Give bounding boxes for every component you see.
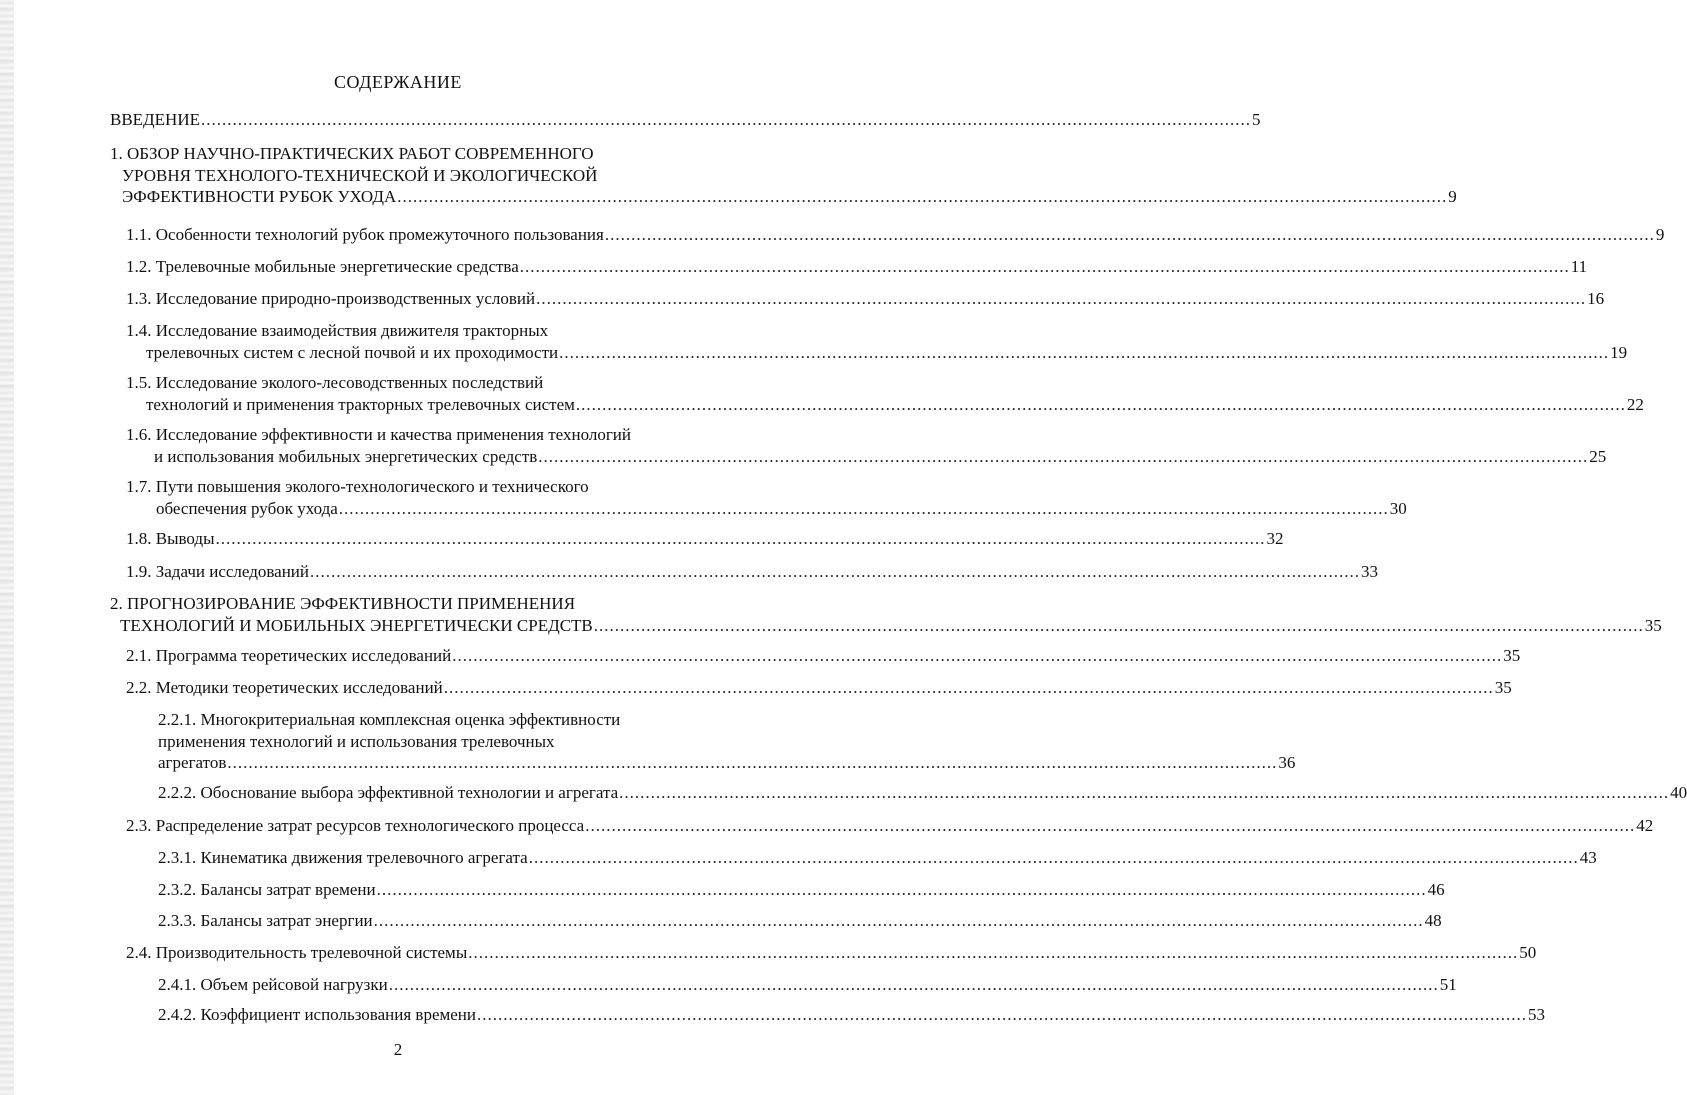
- toc-entry-page: 53: [1528, 1005, 1545, 1024]
- dot-leader: ........................................................................................................................................................................................................: [227, 753, 1278, 772]
- dot-leader: ........................................................................................................................................................................................................: [376, 880, 1427, 899]
- dot-leader: ........................................................................................................................................................................................................: [559, 342, 1610, 362]
- toc-entry-title: 2.4. Производительность трелевочной системы: [126, 943, 468, 962]
- toc-entry-title: ЭФФЕКТИВНОСТИ РУБОК УХОДА: [122, 187, 397, 206]
- toc-entry-page: 35: [1503, 646, 1521, 665]
- toc-entry-title: ВВЕДЕНИЕ: [110, 110, 200, 129]
- toc-entry-page: 50: [1519, 943, 1537, 962]
- toc-entry-title: обеспечения рубок ухода: [156, 498, 338, 518]
- dot-leader: ........................................................................................................................................................................................................: [310, 562, 1361, 581]
- toc-entry-title: и использования мобильных энергетических средств: [154, 446, 538, 466]
- toc-entry-page: 33: [1361, 562, 1379, 581]
- page-title: СОДЕРЖАНИЕ: [334, 72, 462, 92]
- toc-entry-page: 9: [1655, 225, 1665, 244]
- toc-entry-page: 51: [1439, 975, 1457, 994]
- toc-entry[interactable]: [126, 528, 1284, 550]
- toc-entry-title: 1.4. Исследование взаимодействия движителя тракторных: [126, 321, 549, 340]
- page-number: 2: [393, 1040, 403, 1059]
- toc-entry-title: УРОВНЯ ТЕХНОЛОГО-ТЕХНИЧЕСКОЙ И ЭКОЛОГИЧЕСКОЙ: [122, 165, 598, 185]
- dot-leader: ........................................................................................................................................................................................................: [388, 975, 1439, 994]
- dot-leader: ........................................................................................................................................................................................................: [373, 911, 1424, 930]
- toc-entry-title: 2.2. Методики теоретических исследований: [126, 678, 443, 697]
- dot-leader: ........................................................................................................................................................................................................: [593, 615, 1644, 635]
- dot-leader: ........................................................................................................................................................................................................: [536, 289, 1587, 308]
- toc-entry[interactable]: [126, 424, 1607, 467]
- toc-entry-title: технологий и применения тракторных трелевочных систем: [146, 394, 575, 414]
- toc-entry-page: 40: [1670, 783, 1687, 802]
- toc-entry[interactable]: [110, 109, 1261, 131]
- toc-entry-title: 1.8. Выводы: [126, 529, 215, 548]
- toc-entry-page: 35: [1644, 615, 1662, 635]
- toc-entry[interactable]: [126, 256, 1588, 278]
- toc-entry-title: 1.7. Пути повышения эколого-технологического и технического: [126, 477, 589, 496]
- toc-entry-page: 11: [1570, 257, 1588, 276]
- toc-entry-title: 2.2.2. Обоснование выбора эффективной технологии и агрегата: [158, 783, 619, 802]
- toc-entry-title: 2.3.1. Кинематика движения трелевочного агрегата: [158, 848, 528, 867]
- toc-entry-title: применения технологий и использования трелевочных: [158, 731, 555, 751]
- dot-leader: ........................................................................................................................................................................................................: [338, 498, 1389, 518]
- toc-entry-page: 5: [1251, 110, 1261, 129]
- toc-entry-title: 2.3. Распределение затрат ресурсов технологического процесса: [126, 816, 585, 835]
- toc-entry[interactable]: [158, 847, 1597, 869]
- toc-entry-title: агрегатов: [158, 753, 227, 772]
- toc-entry[interactable]: [126, 320, 1628, 363]
- toc-entry-page: 32: [1266, 529, 1284, 548]
- toc-entry-title: 2.4.2. Коэффициент использования времени: [158, 1005, 476, 1024]
- toc-entry-title: 2. ПРОГНОЗИРОВАНИЕ ЭФФЕКТИВНОСТИ ПРИМЕНЕНИЯ: [110, 594, 576, 613]
- toc-entry[interactable]: [158, 974, 1457, 996]
- toc-entry[interactable]: [126, 288, 1605, 310]
- toc-entry-page: 42: [1636, 816, 1654, 835]
- toc-entry-page: 19: [1610, 342, 1628, 362]
- toc-entry-title: 2.1. Программа теоретических исследований: [126, 646, 452, 665]
- toc-entry-page: 16: [1587, 289, 1605, 308]
- toc-entry-title: 1.5. Исследование эколого-лесоводственных последствий: [126, 373, 544, 392]
- toc-entry-page: 22: [1626, 394, 1644, 414]
- dot-leader: ........................................................................................................................................................................................................: [619, 783, 1670, 802]
- toc-entry-page: 36: [1278, 753, 1296, 772]
- toc-entry-page: 25: [1589, 446, 1607, 466]
- toc-entry-title: 1.2. Трелевочные мобильные энергетические средства: [126, 257, 519, 276]
- toc-entry-title: 2.3.3. Балансы затрат энергии: [158, 911, 373, 930]
- toc-entry[interactable]: [110, 593, 1662, 636]
- toc-entry[interactable]: [158, 782, 1687, 804]
- toc-entry-title: 2.2.1. Многокритериальная комплексная оценка эффективности: [158, 710, 621, 729]
- dot-leader: ........................................................................................................................................................................................................: [468, 943, 1519, 962]
- toc-entry-title: ТЕХНОЛОГИЙ И МОБИЛЬНЫХ ЭНЕРГЕТИЧЕСКИ СРЕДСТВ: [120, 615, 593, 635]
- dot-leader: ........................................................................................................................................................................................................: [604, 225, 1655, 244]
- dot-leader: ........................................................................................................................................................................................................: [215, 529, 1266, 548]
- toc-entry[interactable]: [158, 879, 1445, 901]
- dot-leader: ........................................................................................................................................................................................................: [538, 446, 1589, 466]
- toc-entry[interactable]: [126, 677, 1512, 699]
- toc-entry[interactable]: [158, 709, 1296, 774]
- dot-leader: ........................................................................................................................................................................................................: [443, 678, 1494, 697]
- toc-entry-title: 2.3.2. Балансы затрат времени: [158, 880, 376, 899]
- toc-entry[interactable]: [110, 143, 1457, 208]
- toc-entry-title: 1. ОБЗОР НАУЧНО-ПРАКТИЧЕСКИХ РАБОТ СОВРЕМЕННОГО: [110, 144, 594, 163]
- toc-entry[interactable]: [158, 910, 1442, 932]
- toc-entry-page: 48: [1424, 911, 1442, 930]
- toc-entry[interactable]: [126, 815, 1654, 837]
- toc-entry[interactable]: [126, 224, 1665, 246]
- dot-leader: ........................................................................................................................................................................................................: [575, 394, 1626, 414]
- dot-leader: ........................................................................................................................................................................................................: [477, 1005, 1527, 1024]
- toc-entry-title: 1.1. Особенности технологий рубок промежуточного пользования: [126, 225, 604, 244]
- dot-leader: ........................................................................................................................................................................................................: [519, 257, 1570, 276]
- toc-entry-title: 1.9. Задачи исследований: [126, 562, 310, 581]
- toc-entry-title: 2.4.1. Объем рейсовой нагрузки: [158, 975, 388, 994]
- toc-entry-page: 46: [1427, 880, 1445, 899]
- toc-entry[interactable]: [126, 476, 1407, 519]
- toc-entry-page: 35: [1494, 678, 1512, 697]
- toc-entry[interactable]: [126, 372, 1644, 415]
- dot-leader: ........................................................................................................................................................................................................: [528, 848, 1579, 867]
- dot-leader: ........................................................................................................................................................................................................: [200, 110, 1251, 129]
- toc-entry-title: трелевочных систем с лесной почвой и их проходимости: [146, 342, 559, 362]
- dot-leader: ........................................................................................................................................................................................................: [452, 646, 1503, 665]
- dot-leader: ........................................................................................................................................................................................................: [585, 816, 1636, 835]
- toc-entry-title: 1.6. Исследование эффективности и качества применения технологий: [126, 425, 632, 444]
- toc-entry[interactable]: [158, 1004, 1545, 1026]
- toc-entry-page: 43: [1579, 848, 1597, 867]
- dot-leader: ........................................................................................................................................................................................................: [397, 187, 1448, 206]
- toc-entry-page: 30: [1389, 498, 1407, 518]
- toc-entry[interactable]: [126, 561, 1379, 583]
- toc-entry-page: 9: [1448, 187, 1457, 206]
- toc-entry[interactable]: [126, 645, 1521, 667]
- toc-entry-title: 1.3. Исследование природно-производственных условий: [126, 289, 536, 308]
- toc-entry[interactable]: [126, 942, 1537, 964]
